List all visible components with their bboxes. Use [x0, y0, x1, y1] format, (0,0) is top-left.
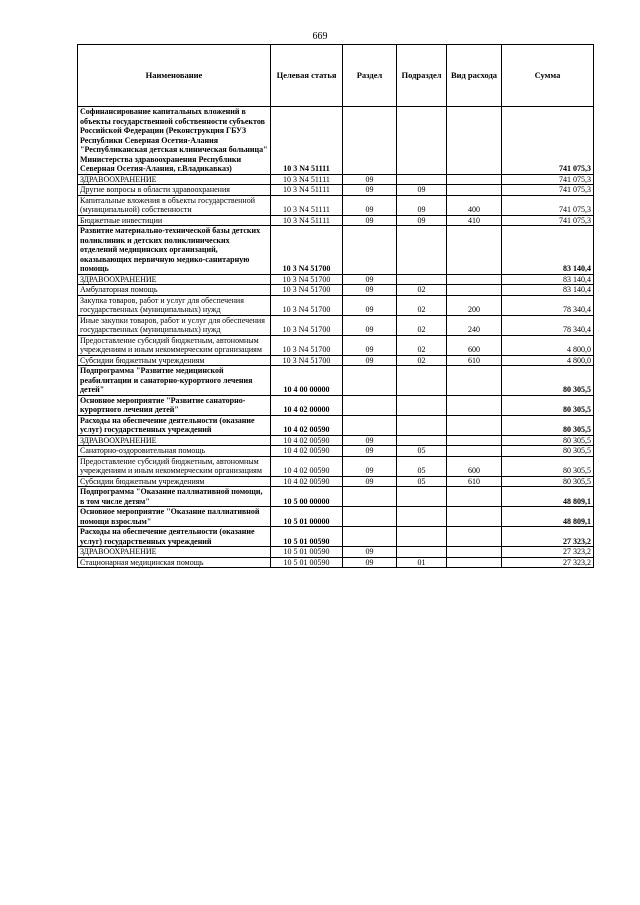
cell-expense-type: [447, 174, 502, 185]
cell-subsection: 02: [397, 335, 447, 355]
cell-section: [343, 487, 397, 507]
table-row: [78, 295, 594, 315]
cell-name: Подпрограмма "Оказание паллиативной помощи, в том числе детям": [78, 487, 271, 507]
cell-subsection: 02: [397, 285, 447, 296]
cell-name: ЗДРАВООХРАНЕНИЕ: [78, 274, 271, 285]
cell-subsection: [397, 547, 447, 558]
cell-expense-type: [447, 527, 502, 547]
cell-expense-type: 200: [447, 295, 502, 315]
cell-subsection: [397, 366, 447, 396]
table-row: [78, 185, 594, 196]
cell-name: Амбулаторная помощь: [78, 285, 271, 296]
cell-name: Расходы на обеспечение деятельности (оказание услуг) государственных учреждений: [78, 527, 271, 547]
cell-subsection: [397, 395, 447, 415]
cell-expense-type: [447, 415, 502, 435]
cell-name: ЗДРАВООХРАНЕНИЕ: [78, 174, 271, 185]
table-row: [78, 355, 594, 366]
cell-name: Основное мероприятие "Оказание паллиативной помощи взрослым": [78, 507, 271, 527]
cell-name: Другие вопросы в области здравоохранения: [78, 185, 271, 196]
cell-sum: 741 075,3: [502, 215, 594, 226]
cell-expense-type: [447, 226, 502, 275]
cell-sum: 80 305,5: [502, 435, 594, 446]
cell-sum: 741 075,3: [502, 107, 594, 175]
cell-target-code: 10 4 02 00590: [271, 435, 343, 446]
cell-sum: 80 305,5: [502, 415, 594, 435]
table-row: [78, 107, 594, 175]
cell-target-code: 10 4 02 00000: [271, 395, 343, 415]
cell-sum: 27 323,2: [502, 547, 594, 558]
cell-section: [343, 507, 397, 527]
cell-subsection: 02: [397, 295, 447, 315]
cell-sum: 83 140,4: [502, 226, 594, 275]
cell-name: Развитие материально-технической базы детских поликлиник и детских поликлинических отделений медицинских организаций, оказывающих первичную медико-санитарную помощь: [78, 226, 271, 275]
cell-sum: 4 800,0: [502, 335, 594, 355]
cell-target-code: 10 4 00 00000: [271, 366, 343, 396]
cell-sum: 48 809,1: [502, 487, 594, 507]
cell-subsection: 09: [397, 215, 447, 226]
cell-section: 09: [343, 335, 397, 355]
cell-sum: 741 075,3: [502, 185, 594, 196]
header-sum: Сумма: [502, 45, 594, 107]
table-row: [78, 557, 594, 568]
cell-name: Основное мероприятие "Развитие санаторно-курортного лечения детей": [78, 395, 271, 415]
cell-target-code: 10 5 01 00590: [271, 557, 343, 568]
cell-name: Расходы на обеспечение деятельности (оказание услуг) государственных учреждений: [78, 415, 271, 435]
page-number: 669: [312, 31, 328, 42]
table-row: [78, 395, 594, 415]
cell-subsection: [397, 174, 447, 185]
cell-expense-type: 610: [447, 476, 502, 487]
cell-name: ЗДРАВООХРАНЕНИЕ: [78, 547, 271, 558]
table-header-row: [78, 45, 594, 107]
cell-section: 09: [343, 476, 397, 487]
table-row: [78, 315, 594, 335]
cell-expense-type: 610: [447, 355, 502, 366]
cell-name: Стационарная медицинская помощь: [78, 557, 271, 568]
cell-name: Бюджетные инвестиции: [78, 215, 271, 226]
table-row: [78, 285, 594, 296]
cell-sum: 741 075,3: [502, 174, 594, 185]
cell-target-code: 10 3 N4 51700: [271, 274, 343, 285]
cell-subsection: [397, 226, 447, 275]
table-row: [78, 195, 594, 215]
cell-sum: 80 305,5: [502, 395, 594, 415]
cell-sum: 78 340,4: [502, 295, 594, 315]
header-name: Наименование: [78, 45, 271, 107]
table-row: [78, 174, 594, 185]
cell-target-code: 10 3 N4 51111: [271, 107, 343, 175]
cell-subsection: 02: [397, 355, 447, 366]
cell-section: 09: [343, 295, 397, 315]
cell-expense-type: [447, 366, 502, 396]
cell-target-code: 10 3 N4 51700: [271, 335, 343, 355]
cell-sum: 80 305,5: [502, 366, 594, 396]
table-row: [78, 366, 594, 396]
budget-table: [77, 44, 594, 568]
cell-section: 09: [343, 285, 397, 296]
cell-subsection: [397, 527, 447, 547]
table-row: [78, 435, 594, 446]
cell-subsection: 09: [397, 185, 447, 196]
cell-subsection: [397, 435, 447, 446]
cell-section: 09: [343, 547, 397, 558]
cell-subsection: [397, 487, 447, 507]
cell-subsection: [397, 415, 447, 435]
table-row: [78, 527, 594, 547]
table-row: [78, 415, 594, 435]
cell-section: 09: [343, 215, 397, 226]
table-row: [78, 487, 594, 507]
cell-name: ЗДРАВООХРАНЕНИЕ: [78, 435, 271, 446]
cell-expense-type: 600: [447, 335, 502, 355]
cell-expense-type: [447, 185, 502, 196]
header-section: Раздел: [343, 45, 397, 107]
header-code: Целевая статья: [271, 45, 343, 107]
cell-target-code: 10 5 01 00590: [271, 527, 343, 547]
cell-expense-type: [447, 285, 502, 296]
cell-section: 09: [343, 446, 397, 457]
cell-name: Субсидии бюджетным учреждениям: [78, 476, 271, 487]
cell-sum: 78 340,4: [502, 315, 594, 335]
cell-name: Закупка товаров, работ и услуг для обеспечения государственных (муниципальных) нужд: [78, 295, 271, 315]
cell-name: Иные закупки товаров, работ и услуг для обеспечения государственных (муниципальных) нужд: [78, 315, 271, 335]
cell-expense-type: [447, 395, 502, 415]
cell-expense-type: 410: [447, 215, 502, 226]
cell-expense-type: [447, 507, 502, 527]
cell-subsection: 05: [397, 456, 447, 476]
table-row: [78, 226, 594, 275]
cell-sum: 80 305,5: [502, 476, 594, 487]
cell-section: 09: [343, 557, 397, 568]
cell-subsection: 02: [397, 315, 447, 335]
cell-expense-type: 400: [447, 195, 502, 215]
cell-target-code: 10 3 N4 51700: [271, 295, 343, 315]
cell-sum: 741 075,3: [502, 195, 594, 215]
cell-target-code: 10 3 N4 51111: [271, 215, 343, 226]
cell-subsection: 01: [397, 557, 447, 568]
cell-expense-type: [447, 274, 502, 285]
cell-target-code: 10 4 02 00590: [271, 456, 343, 476]
cell-section: [343, 226, 397, 275]
table-row: [78, 456, 594, 476]
cell-target-code: 10 3 N4 51111: [271, 185, 343, 196]
cell-section: [343, 527, 397, 547]
cell-subsection: 09: [397, 195, 447, 215]
cell-section: 09: [343, 185, 397, 196]
cell-target-code: 10 3 N4 51111: [271, 195, 343, 215]
cell-target-code: 10 5 01 00590: [271, 547, 343, 558]
cell-name: Субсидии бюджетным учреждениям: [78, 355, 271, 366]
table-row: [78, 476, 594, 487]
cell-sum: 48 809,1: [502, 507, 594, 527]
cell-target-code: 10 4 02 00590: [271, 476, 343, 487]
cell-target-code: 10 4 02 00590: [271, 446, 343, 457]
cell-section: [343, 107, 397, 175]
cell-name: Подпрограмма "Развитие медицинской реабилитации и санаторно-курортного лечения детей": [78, 366, 271, 396]
cell-subsection: 05: [397, 476, 447, 487]
cell-name: Предоставление субсидий бюджетным, автономным учреждениям и иным некоммерческим организациям: [78, 456, 271, 476]
cell-section: 09: [343, 456, 397, 476]
cell-target-code: 10 3 N4 51700: [271, 315, 343, 335]
cell-section: 09: [343, 174, 397, 185]
table-row: [78, 446, 594, 457]
cell-section: 09: [343, 435, 397, 446]
table-row: [78, 274, 594, 285]
cell-section: 09: [343, 195, 397, 215]
cell-target-code: 10 4 02 00590: [271, 415, 343, 435]
cell-section: [343, 366, 397, 396]
cell-target-code: 10 3 N4 51111: [271, 174, 343, 185]
header-expense-type: Вид расхода: [447, 45, 502, 107]
cell-subsection: 05: [397, 446, 447, 457]
table-row: [78, 507, 594, 527]
cell-expense-type: 600: [447, 456, 502, 476]
cell-sum: 27 323,2: [502, 527, 594, 547]
cell-section: 09: [343, 315, 397, 335]
cell-section: 09: [343, 355, 397, 366]
cell-expense-type: [447, 435, 502, 446]
cell-expense-type: [447, 557, 502, 568]
cell-name: Капитальные вложения в объекты государственной (муниципальной) собственности: [78, 195, 271, 215]
cell-expense-type: [447, 547, 502, 558]
cell-sum: 83 140,4: [502, 274, 594, 285]
cell-expense-type: [447, 446, 502, 457]
cell-target-code: 10 3 N4 51700: [271, 355, 343, 366]
cell-sum: 27 323,2: [502, 557, 594, 568]
cell-sum: 80 305,5: [502, 446, 594, 457]
cell-name: Предоставление субсидий бюджетным, автономным учреждениям и иным некоммерческим организациям: [78, 335, 271, 355]
cell-expense-type: [447, 107, 502, 175]
cell-target-code: 10 3 N4 51700: [271, 285, 343, 296]
cell-sum: 4 800,0: [502, 355, 594, 366]
cell-subsection: [397, 507, 447, 527]
cell-name: Софинансирование капитальных вложений в объекты государственной собственности субъектов Российской Федерации (Реконструкция ГБУЗ Республики Северная Осетия-Алания "Республиканская детская клиническая больница" Министерства здравоохранения Республики Северная Осетия-Алания, г.Владикавказ): [78, 107, 271, 175]
cell-section: 09: [343, 274, 397, 285]
table-row: [78, 547, 594, 558]
table-row: [78, 215, 594, 226]
cell-section: [343, 415, 397, 435]
cell-expense-type: [447, 487, 502, 507]
cell-target-code: 10 5 01 00000: [271, 507, 343, 527]
cell-sum: 80 305,5: [502, 456, 594, 476]
cell-sum: 83 140,4: [502, 285, 594, 296]
header-subsection: Подраздел: [397, 45, 447, 107]
table-row: [78, 335, 594, 355]
cell-name: Санаторно-оздоровительная помощь: [78, 446, 271, 457]
cell-target-code: 10 5 00 00000: [271, 487, 343, 507]
cell-expense-type: 240: [447, 315, 502, 335]
cell-target-code: 10 3 N4 51700: [271, 226, 343, 275]
cell-section: [343, 395, 397, 415]
cell-subsection: [397, 274, 447, 285]
cell-subsection: [397, 107, 447, 175]
